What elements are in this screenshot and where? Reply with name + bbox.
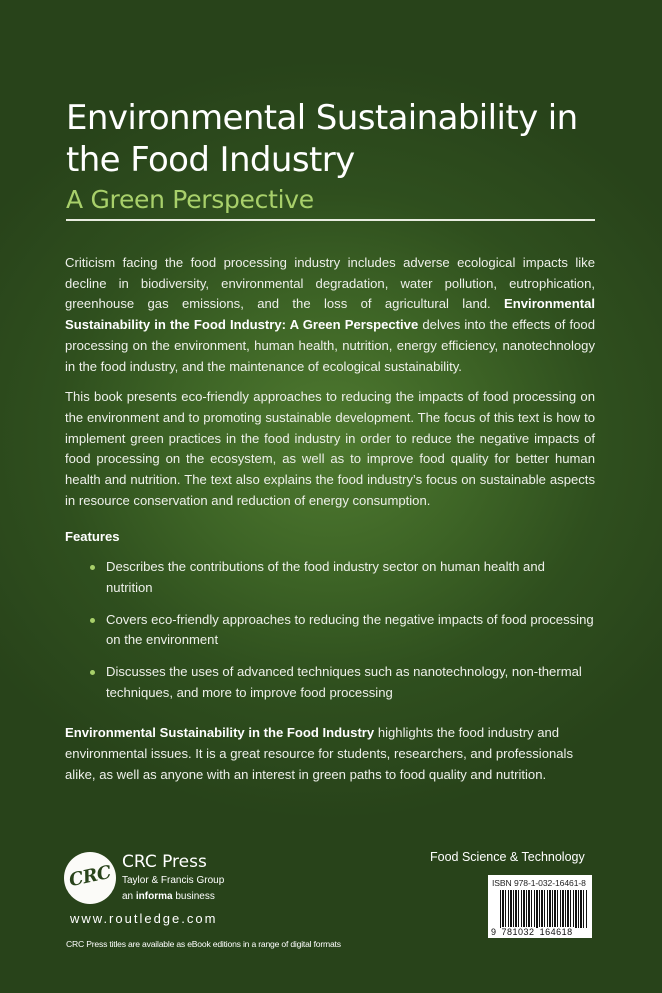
publisher-group: Taylor & Francis Group [122,875,225,886]
blurb-p1-text-a: Criticism facing the food processing industry includes adverse ecological impacts like decline in biodiversity, environmental degradation, water pollution, eutrophication, greenhouse gas emissions, and the loss of agricultural land. [65,255,595,312]
biz-suffix: business [172,891,215,902]
title-block [66,97,596,217]
blurb-paragraph-1 [65,253,595,377]
closing-book-title: Environmental Sustainability in the Food Industry [65,725,375,741]
book-subtitle: A Green Perspective [66,185,314,214]
closing-text: highlights the food industry and environmental issues. It is a great resource for students, researchers, and professionals alike, as well as anyone with an interest in green paths to food quality and nutrition. [65,725,573,782]
bullet-icon [90,618,95,623]
ebook-note: CRC Press titles are available as eBook editions in a range of digital formats [66,939,341,949]
blurb-paragraph-2: This book presents eco-friendly approaches to reducing the impacts of food processing on the environment and to promoting sustainable development. The focus of this text is how to implement green practices in the food industry in order to reduce the negative impacts of food processing on the ecosystem, as well as to improve food quality for better human health and nutrition. The text also explains the food industry’s focus on sustainable aspects in resource conservation and reduction of energy consumption. [65,389,595,508]
barcode-digits [491,927,574,937]
barcode-group-1: 781032 [501,927,535,937]
feature-text: Describes the contributions of the food industry sector on human health and nutrition [106,559,545,595]
book-title [66,97,596,181]
feature-item [90,610,595,651]
book-title-line2: the Food Industry [66,140,355,180]
feature-text: Discusses the uses of advanced techniques such as nanotechnology, non-thermal techniques, and more to improve food processing [106,663,582,700]
feature-item [90,662,595,703]
barcode-lead-digit: 9 [491,927,497,937]
publisher-url[interactable]: www.routledge.com [70,911,218,926]
blurb-p1-book-title: Environmental Sustainability in the Food Industry: A Green Perspective [65,296,595,333]
isbn-barcode [488,875,592,938]
features-list [65,557,595,703]
blurb-p1-text-b: delves into the effects of food processing on the environment, human health, nutrition, energy efficiency, nanotechnology in the food industry, and the maintenance of ecological sustainability. [65,317,595,374]
biz-prefix: an [122,891,136,902]
bullet-icon [90,670,95,675]
barcode-group-2: 164618 [539,927,573,937]
crc-logo-icon [64,852,116,904]
feature-item [90,557,595,598]
book-title-line1: Environmental Sustainability in [66,98,578,138]
crc-logo-text: CRC [67,861,113,892]
publisher-name: CRC Press [122,852,207,872]
isbn-label: ISBN 978-1-032-16461-8 [492,878,586,888]
barcode-bars-icon [500,890,588,928]
bullet-icon [90,565,95,570]
publisher-business [122,891,215,902]
subject-category: Food Science & Technology [430,850,585,864]
title-divider [66,219,595,221]
blurb [65,253,595,795]
blurb-closing [65,723,595,785]
feature-text: Covers eco-friendly approaches to reducing the negative impacts of food processing on the environment [106,611,594,648]
features-heading: Features [65,529,120,545]
biz-informa: informa [135,891,173,902]
